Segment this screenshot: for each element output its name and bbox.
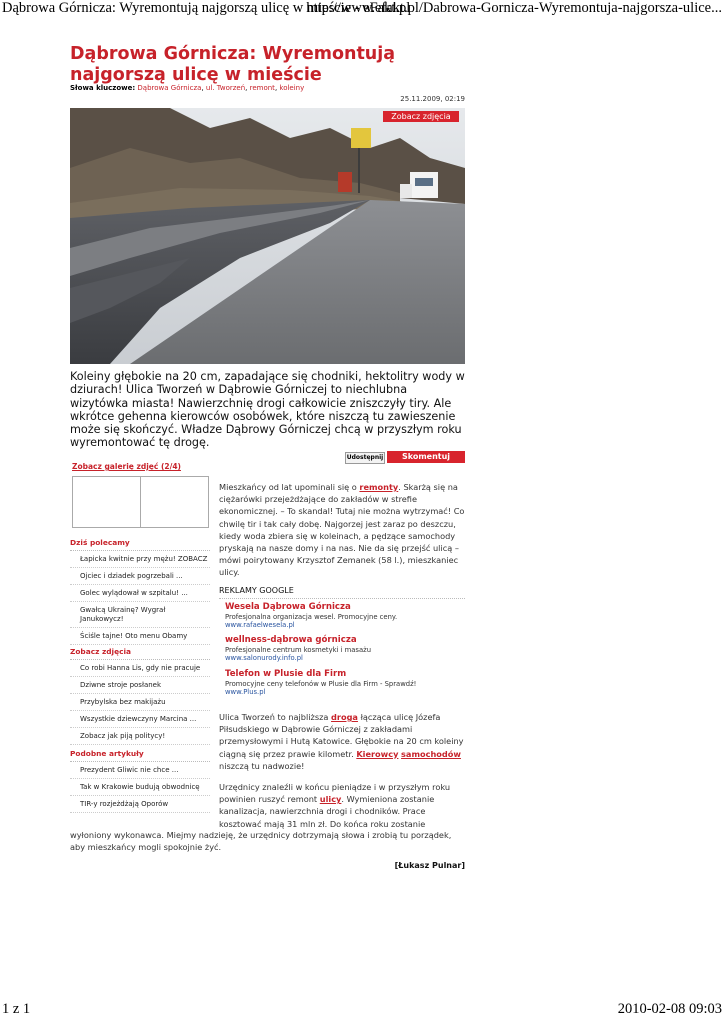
sidebar-link[interactable]: Co robi Hanna Lis, gdy nie pracuje [70, 660, 210, 677]
sidebar-link[interactable]: Przybylska bez makijażu [70, 694, 210, 711]
text-run: . Wymieniona zostanie kanalizacja, nawierzchnia drogi i chodników. Prace kosztować mają 31 mln zł. Do końca roku zostanie [219, 794, 435, 829]
sidebar-heading: Zobacz zdjęcia [70, 647, 210, 660]
text-run: Ulica Tworzeń to najbliższa [219, 712, 332, 722]
road-photo-image [70, 108, 465, 364]
gallery-link[interactable]: Zobacz galerię zdjęć (2/4) [72, 462, 181, 471]
sidebar-link[interactable]: Golec wylądował w szpitalu! ... [70, 585, 210, 602]
article-title: Dąbrowa Górnicza: Wyremontują najgorszą ulicę w mieście [70, 44, 396, 85]
inline-link[interactable]: remonty [359, 482, 399, 492]
sidebar-link[interactable]: Łapicka kwitnie przy mężu! ZOBACZ [70, 551, 210, 568]
print-footer-datetime: 2010-02-08 09:03 [617, 1001, 722, 1017]
sidebar-section-photos [70, 647, 210, 745]
text-run: łącząca ulicę Józefa Piłsudskiego w Dąbrowie Górniczej z zakładami przemysłowymi i Hutą Katowice. Głębokie na 20 cm koleiny ciągną się przez prawie kilometr. [219, 712, 464, 759]
keyword-link[interactable]: koleiny [279, 84, 305, 92]
ad-description: Profesjonalne centrum kosmetyki i masażu [225, 646, 372, 654]
ad-title[interactable]: wellness-dąbrowa górnicza [225, 635, 357, 645]
ad-description: Profesjonalna organizacja wesel. Promocyjne ceny. [225, 613, 398, 621]
inline-link[interactable]: droga [331, 712, 358, 722]
ad-title[interactable]: Wesela Dąbrowa Górnicza [225, 602, 351, 612]
text-run: . Skarżą się na ciężarówki przejeżdżające do zakładów w strefie ekonomicznej. – To skandal! Tutaj nie można wytrzymać! Co chwilę tir i tak cały dobę. Najgorzej jest zaraz po deszczu, kiedy woda zbiera się w koleinach, a pędzące samochody pryskają na nasze domy i na nas. Nie da się przejść ulicą – mówi poirytowany Krzysztof Zemanek (58 l.), mieszkaniec ulicy. [219, 482, 465, 578]
sidebar-link[interactable]: Prezydent Gliwic nie chce ... [70, 762, 210, 779]
ad-url[interactable]: www.salonurody.info.pl [225, 654, 303, 662]
ads-heading: REKLAMY GOOGLE [219, 586, 465, 599]
article-date: 25.11.2009, 02:19 [400, 95, 465, 103]
gallery-thumbnail[interactable] [140, 476, 209, 528]
sidebar-link[interactable]: TIR-y rozjeżdżają Oporów [70, 796, 210, 813]
gallery-thumbnail[interactable] [72, 476, 141, 528]
sidebar-link[interactable]: Ściśle tajne! Oto menu Obamy [70, 628, 210, 645]
ad-description: Promocyjne ceny telefonów w Plusie dla Firm - Sprawdź! [225, 680, 417, 688]
sidebar-heading: Dziś polecamy [70, 538, 210, 551]
sidebar-link[interactable]: Gwałcą Ukrainę? Wygrał Janukowycz! [70, 602, 210, 628]
keyword-link[interactable]: remont [249, 84, 275, 92]
text-run: Mieszkańcy od lat upominali się o [219, 482, 360, 492]
article-paragraph [219, 711, 466, 772]
comment-button[interactable]: Skomentuj [387, 451, 465, 463]
sidebar-link[interactable]: Wszystkie dziewczyny Marcina ... [70, 711, 210, 728]
ad-title[interactable]: Telefon w Plusie dla Firm [225, 669, 347, 679]
keywords-label: Słowa kluczowe: [70, 84, 136, 92]
ad-url[interactable]: www.Plus.pl [225, 688, 266, 696]
sidebar-section-recommended [70, 538, 210, 645]
share-button[interactable]: Udostępnij [345, 452, 385, 464]
text-run: niszczą tu nadwozie! [219, 760, 305, 771]
inline-link[interactable]: ulicy [319, 794, 342, 805]
inline-link[interactable]: samochodów [401, 748, 461, 759]
article-paragraph [219, 481, 466, 579]
article-author: [Łukasz Pulnar] [394, 861, 465, 870]
text-run: Urzędnicy znaleźli w końcu pieniądze i w przyszłym roku powinien ruszyć remont [219, 782, 451, 805]
ad-item[interactable] [225, 602, 465, 630]
ad-item[interactable] [225, 635, 465, 663]
keyword-link[interactable]: ul. Tworzeń [205, 84, 246, 92]
inline-link[interactable]: Kierowcy [356, 748, 399, 759]
sidebar-link[interactable]: Ojciec i dziadek pogrzebali ... [70, 568, 210, 585]
print-footer-page: 1 z 1 [2, 1001, 31, 1017]
article-lead: Koleiny głębokie na 20 cm, zapadające się chodniki, hektolitry wody w dziurach! Ulica Tworzeń w Dąbrowie Górniczej to niechlubna wizytówka miasta! Nawierzchnię drogi całkowicie zniszczyły tiry. Ale wkrótce gehenna kierowców osobówek, które niszczą tu zawieszenie może się skończyć. Władze Dąbrowy Górniczej chcą w przyszłym roku wyremontować tę drogę. [70, 370, 465, 450]
article-photo[interactable] [70, 108, 465, 364]
view-photos-button[interactable]: Zobacz zdjęcia [383, 111, 459, 122]
sidebar-heading: Podobne artykuły [70, 749, 210, 762]
ad-item[interactable] [225, 669, 465, 697]
keywords-line: Słowa kluczowe: Dąbrowa Górnicza, ul. Tworzeń, remont, koleiny [70, 84, 305, 92]
sidebar-link[interactable]: Zobacz jak piją politycy! [70, 728, 210, 745]
sidebar-link[interactable]: Dziwne stroje posłanek [70, 677, 210, 694]
print-header-title: Dąbrowa Górnicza: Wyremontują najgorszą ulicę w mieście - eFakt.pl [2, 0, 411, 16]
article-paragraph [219, 781, 466, 830]
keyword-link[interactable]: Dąbrowa Górnicza [137, 84, 202, 92]
sidebar-section-similar [70, 749, 210, 813]
sidebar-link[interactable]: Tak w Krakowie budują obwodnicę [70, 779, 210, 796]
print-header-url: http://www.efakt.pl/Dabrowa-Gornicza-Wyremontuja-najgorsza-ulice... [306, 0, 722, 16]
ad-url[interactable]: www.rafaelwesela.pl [225, 621, 295, 629]
article-paragraph-continued: wyłoniony wykonawca. Miejmy nadzieję, że urzędnicy dotrzymają słowa i zrobią tu porządek, aby mieszkańcy mogli spokojnie żyć. [70, 830, 452, 853]
